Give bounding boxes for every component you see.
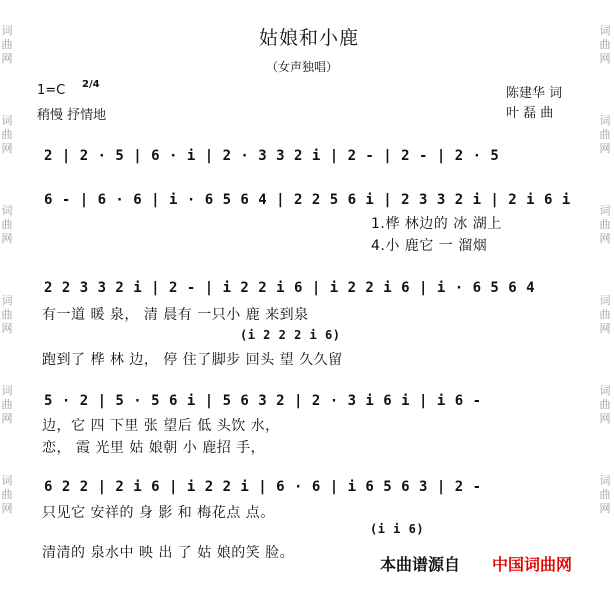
right-watermark: 词 曲 网 — [599, 114, 611, 155]
notation-line: 6 - | 6 · 6 | i · 6 5 6 4 | 2 2 5 6 i | 2 3 3 2 i | 2 i 6 i — [44, 192, 571, 208]
grace-notes: (i 2 2 2 i 6) — [240, 328, 341, 342]
notation-line: 5 · 2 | 5 · 5 6 i | 5 6 3 2 | 2 · 3 i 6 i | i 6 - — [44, 393, 482, 409]
lyric-line: 只见它 安祥的 身 影 和 梅花点 点。 — [42, 505, 275, 521]
right-watermark: 词 曲 网 — [599, 474, 611, 515]
song-title: 姑娘和小鹿 — [259, 27, 360, 49]
notation-line: 2 | 2 · 5 | 6 · i | 2 · 3 3 2 i | 2 - | 2 - | 2 · 5 — [44, 148, 500, 164]
footer-source: 本曲谱源自 — [380, 555, 461, 574]
right-watermark: 词 曲 网 — [599, 384, 611, 425]
composer-credit: 叶 磊 曲 — [506, 106, 554, 121]
left-watermark: 词 曲 网 — [1, 24, 13, 65]
lyric-line: 有一道 暖 泉， 清 晨有 一只小 鹿 来到泉 — [42, 307, 309, 323]
footer-site-link[interactable]: 中国词曲网 — [492, 555, 573, 574]
lyric-line: 恋， 霞 光里 姑 娘朝 小 鹿招 手， — [42, 440, 266, 456]
lyric-line: 4.小 鹿它 一 溜烟 — [371, 238, 488, 254]
lyricist-credit: 陈建华 词 — [506, 86, 563, 101]
lyric-line: 清清的 泉水中 映 出 了 姑 娘的笑 脸。 — [42, 545, 295, 561]
tempo-marking: 稍慢 抒情地 — [37, 108, 107, 123]
left-watermark: 词 曲 网 — [1, 204, 13, 245]
lyric-line: 边，它 四 下里 张 望后 低 头饮 水， — [42, 418, 280, 434]
left-watermark: 词 曲 网 — [1, 384, 13, 425]
notation-line: 6 2 2 | 2 i 6 | i 2 2 i | 6 · 6 | i 6 5 6 3 | 2 - — [44, 479, 482, 495]
left-watermark: 词 曲 网 — [1, 474, 13, 515]
time-signature: 2/4 — [82, 79, 100, 90]
lyric-line: 跑到了 桦 林 边， 停 住了脚步 回头 望 久久留 — [42, 352, 343, 368]
grace-notes: (i i 6) — [370, 522, 425, 536]
right-watermark: 词 曲 网 — [599, 204, 611, 245]
right-watermark: 词 曲 网 — [599, 294, 611, 335]
left-watermark: 词 曲 网 — [1, 114, 13, 155]
left-watermark: 词 曲 网 — [1, 294, 13, 335]
key-signature: 1=C — [37, 83, 66, 98]
right-watermark: 词 曲 网 — [599, 24, 611, 65]
performance-note: （女声独唱） — [266, 60, 339, 74]
notation-line: 2 2 3 3 2 i | 2 - | i 2 2 i 6 | i 2 2 i 6 | i · 6 5 6 4 — [44, 280, 536, 296]
lyric-line: 1.桦 林边的 冰 湖上 — [371, 216, 502, 232]
